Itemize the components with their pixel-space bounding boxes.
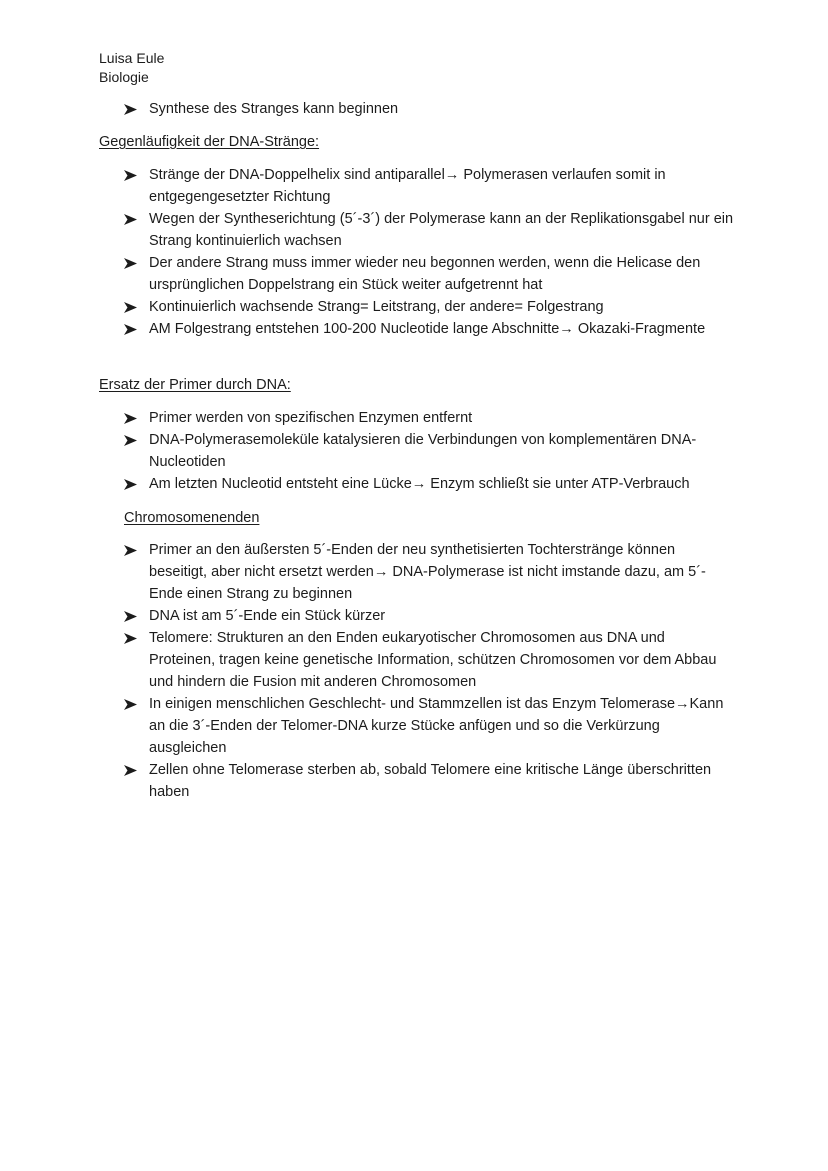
section2-list	[124, 407, 734, 495]
list-item	[124, 407, 734, 429]
list-item	[124, 693, 734, 759]
author-name: Luisa Eule	[99, 50, 165, 66]
list-item	[124, 98, 734, 120]
list-item	[124, 164, 734, 208]
list-item-text: DNA-Polymerasemoleküle katalysieren die Verbindungen von komplementären DNA-Nucleotiden	[149, 432, 697, 470]
list-item	[124, 318, 734, 340]
list-item-text: AM Folgestrang entstehen 100-200 Nucleotide lange Abschnitte→ Okazaki-Fragmente	[149, 321, 706, 337]
section-heading-chromosomenenden: Chromosomenenden	[124, 510, 260, 526]
arrow-bullet-icon	[124, 208, 138, 230]
arrow-bullet-icon	[124, 539, 138, 561]
list-item-text: Synthese des Stranges kann beginnen	[149, 101, 399, 117]
arrow-bullet-icon	[124, 98, 138, 120]
arrow-bullet-icon	[124, 296, 138, 318]
list-item-text: In einigen menschlichen Geschlecht- und Stammzellen ist das Enzym Telomerase→Kann an die 3´-Enden der Telomer-DNA kurze Stücke anfügen und so die Verkürzung ausgleichen	[149, 696, 724, 756]
list-item-text: Der andere Strang muss immer wieder neu begonnen werden, wenn die Helicase den ursprünglichen Doppelstrang ein Stück weiter aufgetrennt hat	[149, 255, 701, 293]
list-item	[124, 296, 734, 318]
intro-list	[124, 98, 734, 120]
arrow-bullet-icon	[124, 473, 138, 495]
list-item-text: Am letzten Nucleotid entsteht eine Lücke→ Enzym schließt sie unter ATP-Verbrauch	[149, 476, 690, 492]
page-header	[99, 49, 164, 87]
arrow-bullet-icon	[124, 759, 138, 781]
list-item-text: Stränge der DNA-Doppelhelix sind antiparallel→ Polymerasen verlaufen somit in entgegengesetzter Richtung	[149, 167, 666, 205]
list-item-text: Kontinuierlich wachsende Strang= Leitstrang, der andere= Folgestrang	[149, 299, 604, 315]
arrow-bullet-icon	[124, 407, 138, 429]
list-item	[124, 252, 734, 296]
subject-label: Biologie	[99, 69, 149, 85]
list-item	[124, 759, 734, 803]
list-item	[124, 605, 734, 627]
arrow-bullet-icon	[124, 429, 138, 451]
list-item-text: Zellen ohne Telomerase sterben ab, sobald Telomere eine kritische Länge überschritten haben	[149, 762, 712, 800]
arrow-bullet-icon	[124, 605, 138, 627]
arrow-bullet-icon	[124, 627, 138, 649]
list-item	[124, 539, 734, 605]
list-item-text: Wegen der Syntheserichtung (5´-3´) der Polymerase kann an der Replikationsgabel nur ein Strang kontinuierlich wachsen	[149, 211, 734, 249]
arrow-bullet-icon	[124, 252, 138, 274]
section-heading-gegenlaeufigkeit: Gegenläufigkeit der DNA-Stränge:	[99, 134, 320, 150]
list-item-text: Telomere: Strukturen an den Enden eukaryotischer Chromosomen aus DNA und Proteinen, tragen keine genetische Information, schützen Chromosomen vor dem Abbau und hindern die Fusion mit anderen Chromosomen	[149, 630, 717, 690]
list-item-text: Primer an den äußersten 5´-Enden der neu synthetisierten Tochterstränge können beseitigt, aber nicht ersetzt werden→ DNA-Polymerase ist nicht imstande dazu, am 5´-Ende einen Strang zu beginnen	[149, 542, 706, 602]
list-item-text: DNA ist am 5´-Ende ein Stück kürzer	[149, 608, 386, 624]
list-item	[124, 627, 734, 693]
arrow-bullet-icon	[124, 164, 138, 186]
list-item	[124, 208, 734, 252]
section-heading-ersatz-primer: Ersatz der Primer durch DNA:	[99, 377, 291, 393]
section1-list	[124, 164, 734, 340]
list-item	[124, 473, 734, 495]
list-item-text: Primer werden von spezifischen Enzymen entfernt	[149, 410, 473, 426]
section3-list	[124, 539, 734, 803]
list-item	[124, 429, 734, 473]
arrow-bullet-icon	[124, 693, 138, 715]
arrow-bullet-icon	[124, 318, 138, 340]
